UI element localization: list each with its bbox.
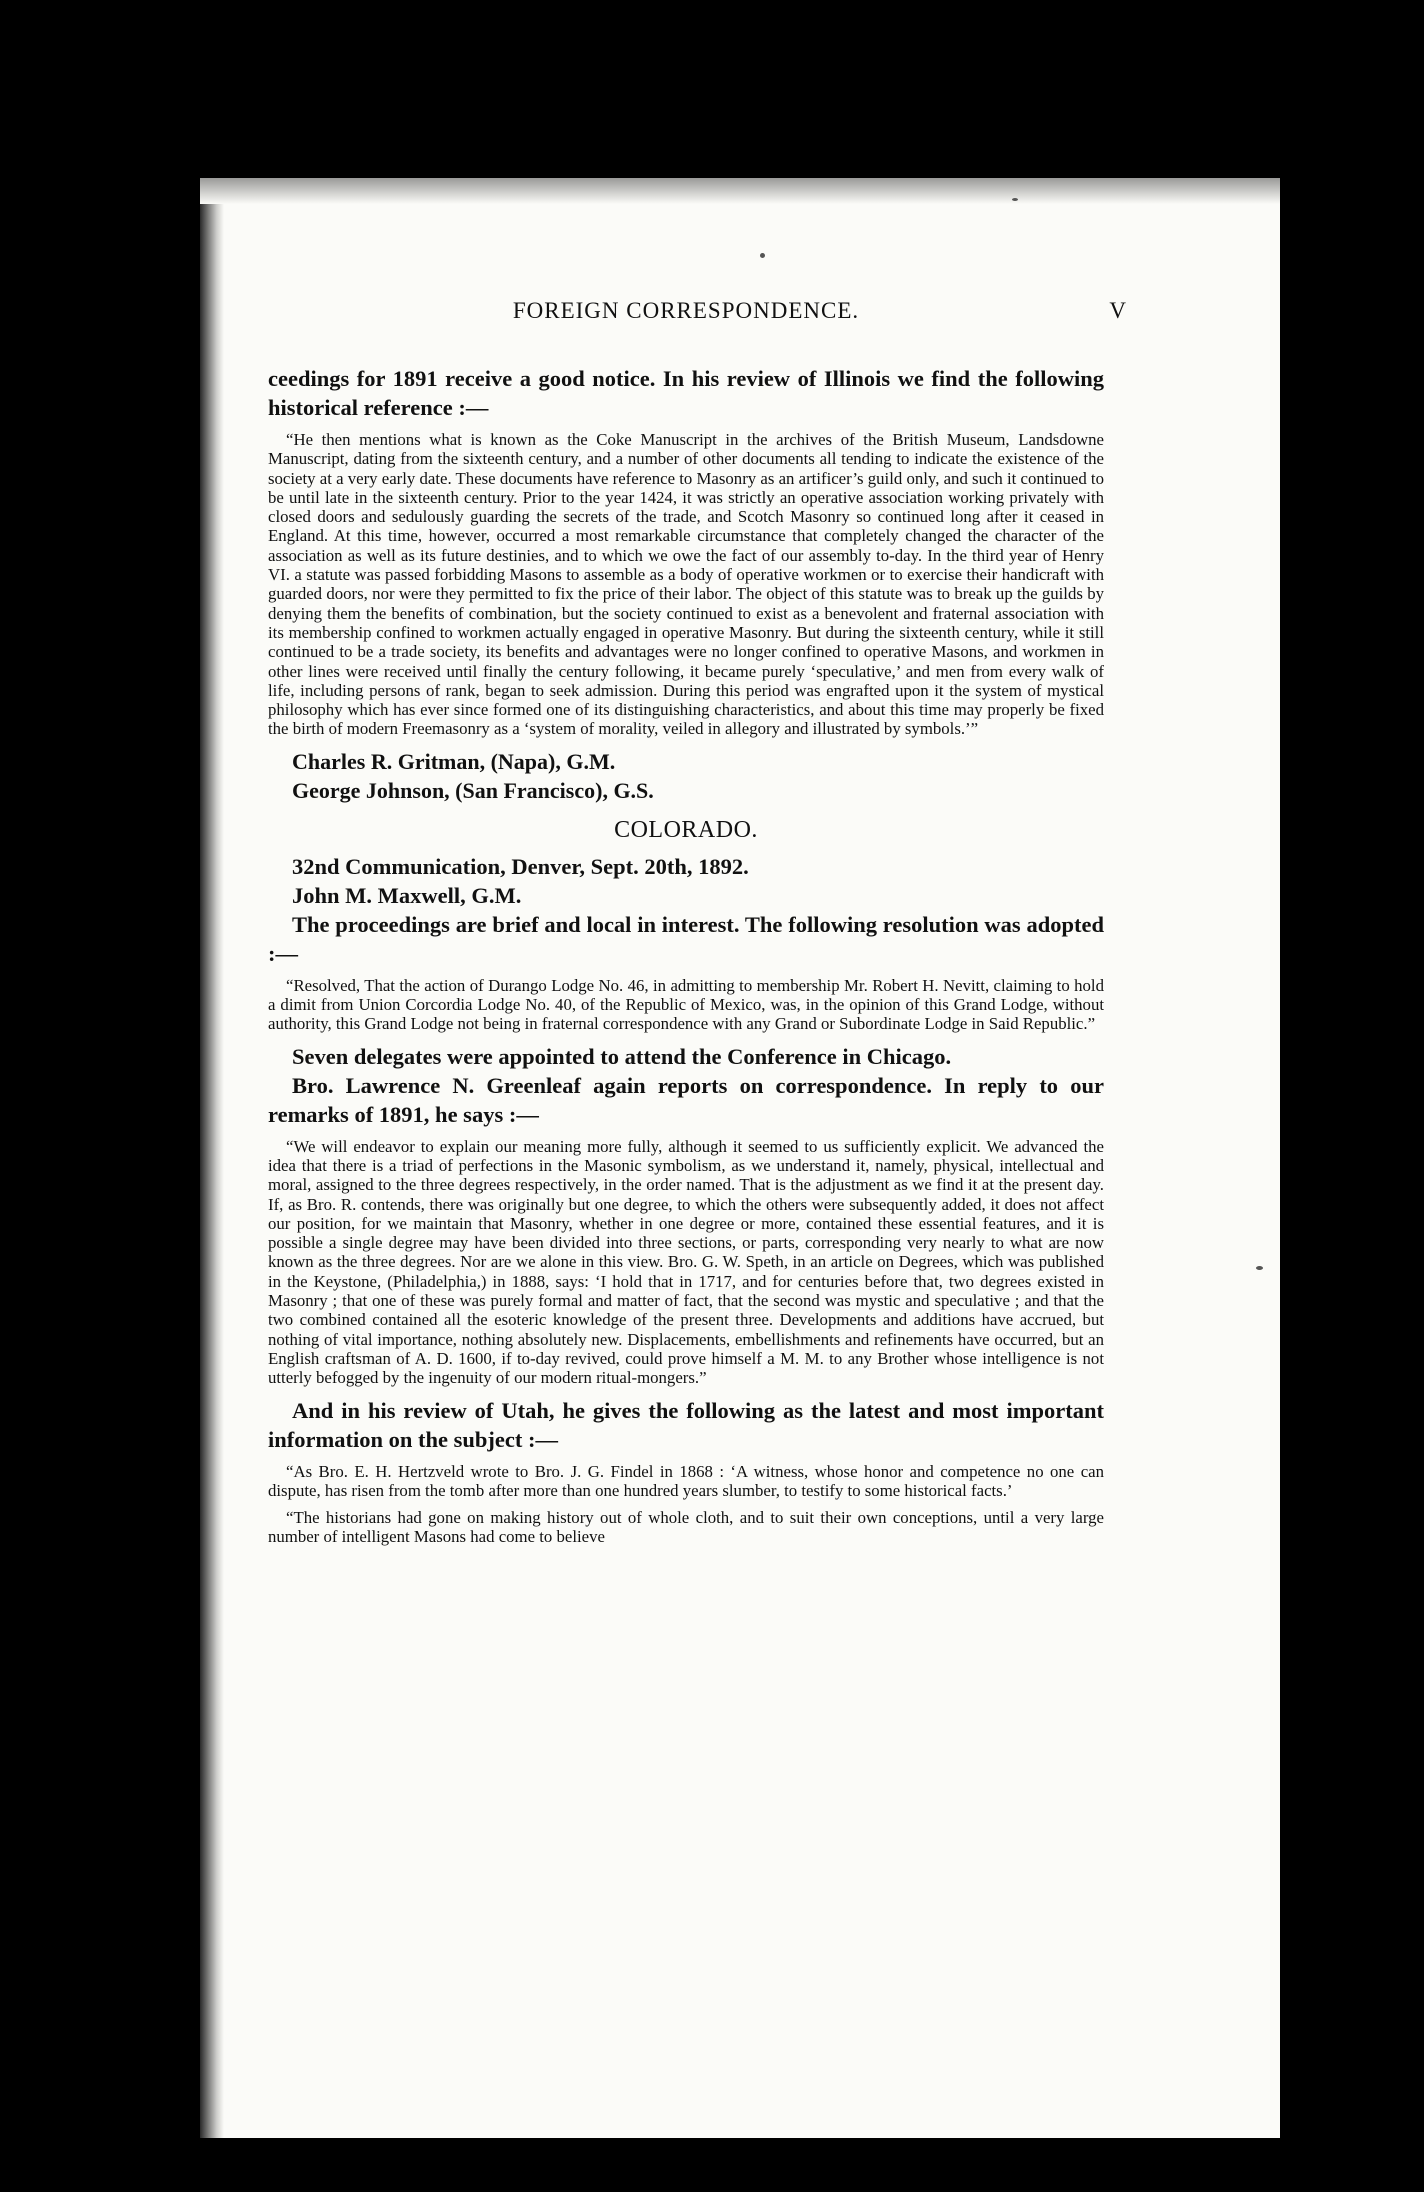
- signature-grand-master: Charles R. Gritman, (Napa), G.M.: [292, 748, 616, 774]
- page-top-shadow: [200, 178, 1280, 204]
- paragraph-greenleaf: Bro. Lawrence N. Greenleaf again reports on correspondence. In reply to our remarks of 1891, he says :—: [268, 1072, 1104, 1127]
- paragraph-proceedings: The proceedings are brief and local in interest. The following resolution was adopted :—: [268, 911, 1104, 966]
- grand-master-line: John M. Maxwell, G.M.: [292, 882, 522, 908]
- quote-resolution: “Resolved, That the action of Durango Lodge No. 46, in admitting to membership Mr. Robert H. Nevitt, claiming to hold a dimit from Union Corcordia Lodge No. 40, of the Republic of Mexico, was, in the opinion of this Grand Lodge, without authority, this Grand Lodge not being in fraternal correspondence with any Grand or Subordinate Lodge in Said Republic.”: [268, 975, 1104, 1034]
- quote-historical-reference: “He then mentions what is known as the Coke Manuscript in the archives of the British Museum, Landsdowne Manuscript, dating from the sixteenth century, and a number of other documents all tending to indicate the existence of the society at a very early date. These documents have reference to Masonry as an artificer’s guild only, and such it continued to be until late in the sixteenth century. Prior to the year 1424, it was strictly an operative association working privately with closed doors and sedulously guarding the secrets of the trade, and Scotch Masonry so continued long after it ceased in England. At this time, however, occurred a most remarkable circumstance that completely changed the character of the association as well as its future destinies, and to which we owe the fact of our assembly to-day. In the third year of Henry VI. a statute was passed forbidding Masons to assemble as a body of operative workmen or to exercise their handicraft with guarded doors, nor were they permitted to fix the price of their labor. The object of this statute was to break up the guilds by denying them the benefits of combination, but the society continued to exist as a benevolent and fraternal association with its membership confined to workmen actually engaged in operative Masonry. But during the sixteenth century, while it still continued to be a trade society, its benefits and advantages were no longer confined to operative Masons, and workmen in other lines were received until finally the century following, it became purely ‘speculative,’ and men from every walk of life, including persons of rank, began to seek admission. During this period was engrafted upon it the system of mystical philosophy which has ever since formed one of its distinguishing characteristics, and about this time may properly be fixed the birth of modern Freemasonry as a ‘system of morality, veiled in allegory and illustrated by symbols.’”: [268, 430, 1104, 739]
- quote-greenleaf-reply: “We will endeavor to explain our meaning more fully, although it seemed to us sufficiently explicit. We advanced the idea that there is a triad of perfections in the Masonic symbolism, as we understand it, namely, physical, intellectual and moral, assigned to the three degrees respectively, in the order named. That is the adjustment as we find it at the present day. If, as Bro. R. contends, there was originally but one degree, to which the others were subsequently added, it does not affect our position, for we maintain that Masonry, whether in one degree or more, contained these essential features, and it is possible a single degree may have been divided into three sections, or parts, corresponding very nearly to what are now known as the three degrees. Nor are we alone in this view. Bro. G. W. Speth, in an article on Degrees, which was published in the Keystone, (Philadelphia,) in 1888, says: ‘I hold that in 1717, and for centuries before that, two degrees existed in Masonry ; that one of these was purely formal and matter of fact, that the second was mystic and speculative ; and that the two combined contained all the esoteric knowledge of the present three. Developments and additions have accrued, but nothing of vital importance, nothing absolutely new. Displacements, embellishments and refinements have occurred, but an English craftsman of A. D. 1600, if to-day revived, could prove himself a M. M. to any Brother whose intelligence is not utterly befogged by the ingenuity of our modern ritual-mongers.”: [268, 1136, 1104, 1388]
- page-number: V: [1109, 298, 1126, 323]
- running-title: FOREIGN CORRESPONDENCE.: [512, 298, 860, 323]
- scan-speck: [760, 253, 765, 258]
- scan-speck: [1012, 198, 1018, 201]
- running-head: [268, 298, 1126, 338]
- signature-grand-secretary: George Johnson, (San Francisco), G.S.: [292, 777, 654, 803]
- page-content: [268, 298, 1126, 1555]
- communication-line: 32nd Communication, Denver, Sept. 20th, 1892.: [292, 853, 749, 879]
- paragraph-utah: And in his review of Utah, he gives the following as the latest and most important information on the subject :—: [268, 1397, 1104, 1452]
- page-gutter-shadow: [200, 178, 224, 2138]
- quote-historians: “The historians had gone on making history out of whole cloth, and to suit their own conceptions, until a very large number of intelligent Masons had come to believe: [268, 1508, 1104, 1547]
- paragraph-delegates: Seven delegates were appointed to attend the Conference in Chicago.: [292, 1043, 952, 1069]
- book-page: [200, 178, 1280, 2138]
- scan-speck: [1256, 1266, 1263, 1270]
- quote-hertzveld: “As Bro. E. H. Hertzveld wrote to Bro. J. G. Findel in 1868 : ‘A witness, whose honor and competence no one can dispute, has risen from the tomb after more than one hundred years slumber, to testify to some historical facts.’: [268, 1461, 1104, 1500]
- section-heading-colorado: COLORADO.: [614, 816, 758, 843]
- paragraph-illinois-intro: ceedings for 1891 receive a good notice. In his review of Illinois we find the following historical reference :—: [268, 366, 1104, 420]
